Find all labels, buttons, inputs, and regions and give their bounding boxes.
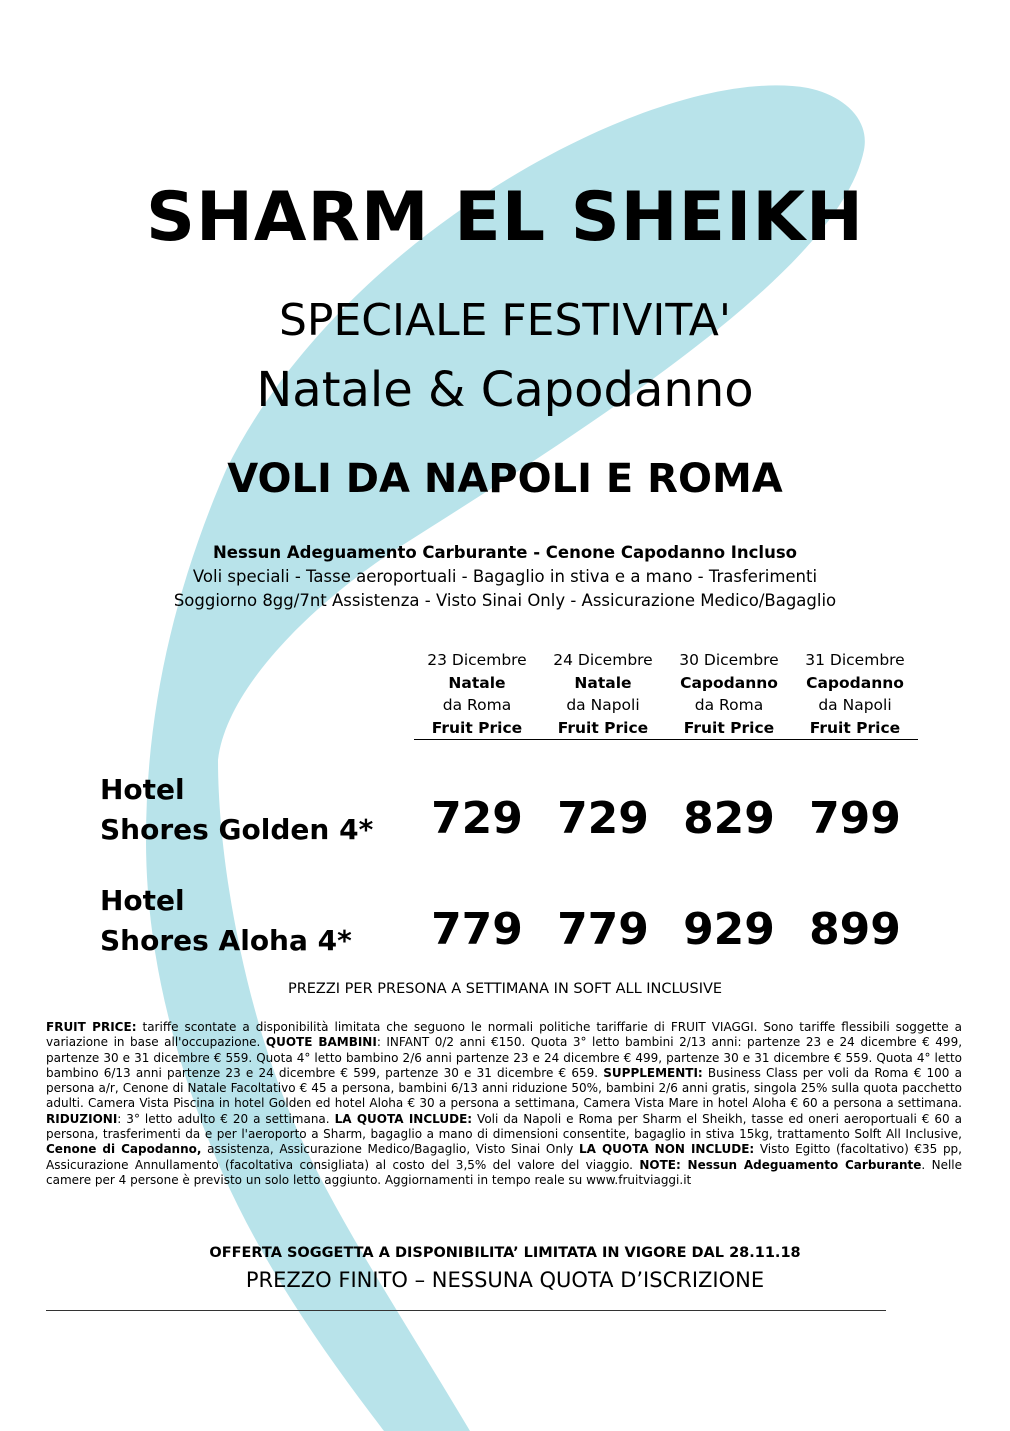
hotel-name-aloha bbox=[100, 881, 352, 961]
price-row-golden bbox=[414, 793, 918, 844]
column-date: 23 Dicembre bbox=[427, 651, 527, 669]
hotel-title: Shores Aloha 4* bbox=[100, 924, 352, 957]
column-price-type: Fruit Price bbox=[557, 718, 649, 737]
holiday-subtitle: Natale & Capodanno bbox=[256, 362, 754, 418]
hotel-label: Hotel bbox=[100, 884, 185, 917]
fine-label: Cenone di Capodanno, bbox=[46, 1142, 202, 1157]
column-event: Capodanno bbox=[680, 673, 778, 692]
column-origin: da Roma bbox=[694, 696, 764, 714]
fine-text: assistenza, Assicurazione Medico/Bagaglio, Visto Sinai Only bbox=[201, 1142, 580, 1157]
price-cell: 829 bbox=[683, 793, 775, 844]
column-date: 24 Dicembre bbox=[553, 651, 653, 669]
fine-text: . Nelle camere per 4 persone è previsto un solo letto aggiunto. Aggiornamenti in tempo reale su www.fruitviaggi.it bbox=[46, 1157, 963, 1187]
price-cell: 779 bbox=[557, 904, 649, 955]
fine-print bbox=[46, 1020, 962, 1188]
swoosh-shape bbox=[146, 85, 865, 1431]
price-row-aloha bbox=[414, 904, 918, 955]
column-origin: da Napoli bbox=[818, 696, 892, 714]
price-cell: 729 bbox=[431, 793, 523, 844]
fine-text: Voli da Napoli e Roma per Sharm el Sheikh, tasse ed oneri aeroportuali € 60 a persona, trasferimenti da e per l'aeroporto a Sharm, bagaglio a mano di dimensioni consentite, bagaglio in stiva 15kg, trattamento Solft All Inclusive, bbox=[46, 1111, 962, 1142]
fine-label: FRUIT PRICE: bbox=[46, 1020, 137, 1034]
column-date: 31 Dicembre bbox=[805, 651, 905, 669]
final-price-note: PREZZO FINITO – NESSUNA QUOTA D’ISCRIZIONE bbox=[245, 1268, 765, 1292]
column-header bbox=[792, 649, 918, 739]
price-cell: 929 bbox=[683, 904, 775, 955]
column-header bbox=[540, 649, 666, 739]
price-table-header bbox=[414, 649, 918, 740]
column-event: Natale bbox=[448, 673, 506, 692]
inclusions-block bbox=[0, 541, 1010, 613]
page-title: SHARM EL SHEIKH bbox=[146, 178, 864, 257]
fine-text: Business Class per voli da Roma € 100 a persona a/r, Cenone di Natale Facoltativo € 45 a persona, bambini 6/13 anni riduzione 50%, bambini 2/6 anni gratis, singola 25% sulla quota pacchetto adulti. Camera Vista Piscina in hotel Golden ed hotel Aloha € 30 a persona a settimana, Camera Vista Mare in hotel Aloha € 60 a persona a settimana. bbox=[46, 1065, 962, 1111]
fine-label: LA QUOTA INCLUDE: bbox=[334, 1111, 473, 1126]
fine-text: : 3° letto adulto € 20 a settimana. bbox=[117, 1111, 335, 1126]
column-origin: da Roma bbox=[442, 696, 512, 714]
price-cell: 779 bbox=[431, 904, 523, 955]
fine-label: RIDUZIONI bbox=[46, 1111, 118, 1126]
inclusions-line-1: Nessun Adeguamento Carburante - Cenone Capodanno Incluso bbox=[212, 543, 797, 562]
hotel-name-golden bbox=[100, 770, 373, 850]
column-price-type: Fruit Price bbox=[683, 718, 775, 737]
price-cell: 799 bbox=[809, 793, 901, 844]
inclusions-line-3: Soggiorno 8gg/7nt Assistenza - Visto Sinai Only - Assicurazione Medico/Bagaglio bbox=[173, 591, 837, 610]
per-person-note: PREZZI PER PRESONA A SETTIMANA IN SOFT ALL INCLUSIVE bbox=[287, 981, 723, 997]
fine-text: tariffe scontate a disponibilità limitata che seguono le normali politiche tariffarie di FRUIT VIAGGI. Sono tariffe flessibili soggette a variazione in base all'occupazione. bbox=[46, 1020, 963, 1050]
column-event: Capodanno bbox=[806, 673, 904, 692]
hotel-label: Hotel bbox=[100, 773, 185, 806]
page-subtitle: SPECIALE FESTIVITA' bbox=[279, 295, 731, 346]
fine-label: NOTE: Nessun Adeguamento Carburante bbox=[639, 1157, 922, 1172]
column-price-type: Fruit Price bbox=[431, 718, 523, 737]
column-header bbox=[414, 649, 540, 739]
fine-text: Visto Egitto (facoltativo) €35 pp, Assicurazione Annullamento (facoltativa consigliata) al costo del 3,5% del valore del viaggio. bbox=[46, 1142, 962, 1172]
fine-text: : INFANT 0/2 anni €150. Quota 3° letto bambini 2/13 anni: partenze 23 e 24 dicembre € 499, partenze 30 e 31 dicembre € 559. Quota 4° letto bambino 2/6 anni partenze 23 e 24 dicembre € 499, partenze 30 e 31 dicembre € 559. Quota 4° letto bambino 6/13 anni partenze 23 e 24 dicembre € 599, partenze 30 e 31 dicembre € 659. bbox=[46, 1035, 963, 1080]
column-price-type: Fruit Price bbox=[809, 718, 901, 737]
column-date: 30 Dicembre bbox=[679, 651, 779, 669]
column-origin: da Napoli bbox=[566, 696, 640, 714]
fine-label: SUPPLEMENTI: bbox=[603, 1065, 703, 1080]
offer-validity: OFFERTA SOGGETTA A DISPONIBILITA’ LIMITATA IN VIGORE DAL 28.11.18 bbox=[209, 1245, 801, 1261]
inclusions-line-2: Voli speciali - Tasse aeroportuali - Bagaglio in stiva e a mano - Trasferimenti bbox=[192, 567, 818, 586]
hotel-title: Shores Golden 4* bbox=[100, 813, 374, 846]
fine-label: LA QUOTA NON INCLUDE: bbox=[579, 1142, 755, 1157]
column-event: Natale bbox=[574, 673, 632, 692]
fine-label: QUOTE BAMBINI bbox=[265, 1035, 377, 1050]
column-header bbox=[666, 649, 792, 739]
price-cell: 729 bbox=[557, 793, 649, 844]
flights-heading: VOLI DA NAPOLI E ROMA bbox=[227, 456, 783, 502]
price-cell: 899 bbox=[809, 904, 901, 955]
footer-divider bbox=[46, 1310, 886, 1311]
